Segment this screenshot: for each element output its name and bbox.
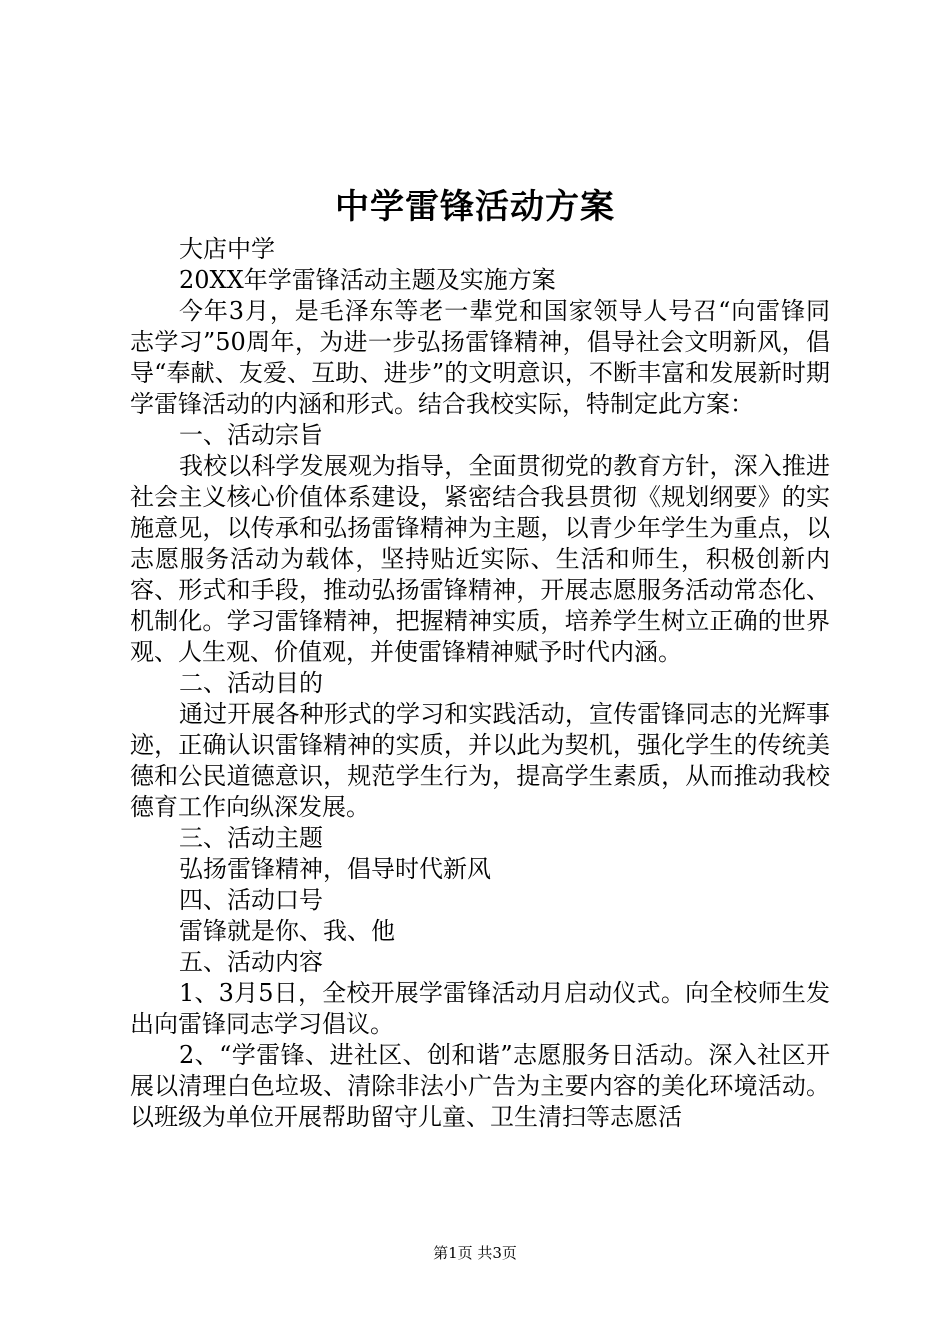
document-title: 中学雷锋活动方案 (335, 187, 615, 227)
content-item-1: 1、3月5日，全校开展学雷锋活动月启动仪式。向全校师生发出向雷锋同志学习倡议。 (130, 979, 830, 1038)
school-name: 大店中学 (179, 235, 275, 263)
section-heading-goal: 二、活动目的 (179, 669, 323, 697)
section-heading-slogan: 四、活动口号 (179, 886, 323, 914)
slogan-text: 雷锋就是你、我、他 (179, 917, 395, 945)
content-item-2: 2、“学雷锋、进社区、创和谐”志愿服务日活动。深入社区开展以清理白色垃圾、清除非法小广告为主要内容的美化环境活动。以班级为单位开展帮助留守儿童、卫生清扫等志愿活 (130, 1041, 830, 1131)
purpose-paragraph: 我校以科学发展观为指导，全面贯彻党的教育方针，深入推进社会主义核心价值体系建设，紧密结合我县贯彻《规划纲要》的实施意见，以传承和弘扬雷锋精神为主题，以青少年学生为重点，以志愿服务活动为载体，坚持贴近实际、生活和师生，积极创新内容、形式和手段，推动弘扬雷锋精神，开展志愿服务活动常态化、机制化。学习雷锋精神，把握精神实质，培养学生树立正确的世界观、人生观、价值观，并使雷锋精神赋予时代内涵。 (130, 452, 830, 666)
goal-paragraph: 通过开展各种形式的学习和实践活动，宣传雷锋同志的光辉事迹，正确认识雷锋精神的实质，并以此为契机，强化学生的传统美德和公民道德意识，规范学生行为，提高学生素质，从而推动我校德育工作向纵深发展。 (130, 700, 830, 821)
document-body (130, 234, 830, 1133)
section-heading-content: 五、活动内容 (179, 948, 323, 976)
theme-text: 弘扬雷锋精神，倡导时代新风 (179, 855, 491, 883)
page-footer: 第1页 共3页 (433, 1244, 517, 1262)
plan-subtitle: 20XX年学雷锋活动主题及实施方案 (179, 266, 556, 294)
intro-paragraph: 今年3月，是毛泽东等老一辈党和国家领导人号召“向雷锋同志学习”50周年，为进一步弘扬雷锋精神，倡导社会文明新风，倡导“奉献、友爱、互助、进步”的文明意识，不断丰富和发展新时期学雷锋活动的内涵和形式。结合我校实际，特制定此方案： (130, 297, 830, 418)
section-heading-purpose: 一、活动宗旨 (179, 421, 323, 449)
section-heading-theme: 三、活动主题 (179, 824, 323, 852)
